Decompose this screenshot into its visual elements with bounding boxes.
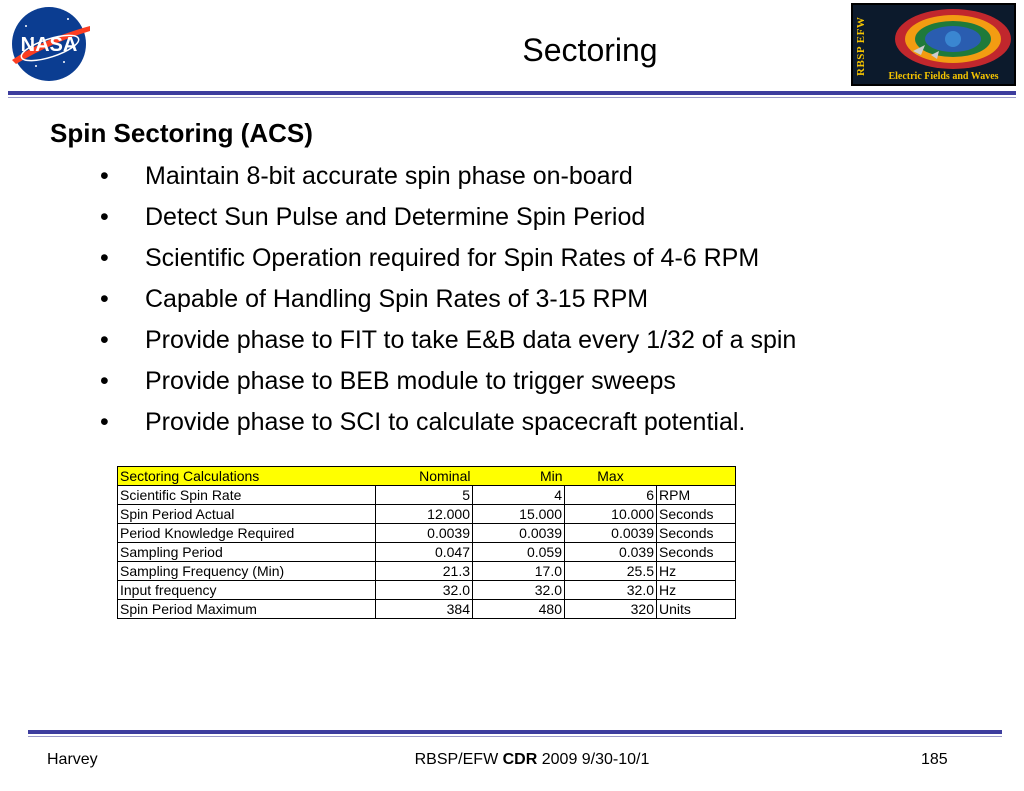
header-divider-thin — [8, 97, 1016, 98]
bullet-marker: • — [100, 244, 109, 272]
footer-divider — [28, 730, 1002, 734]
table-cell: Seconds — [657, 543, 736, 562]
table-cell: 0.0039 — [473, 524, 565, 543]
bullet-marker: • — [100, 203, 109, 231]
section-heading: Spin Sectoring (ACS) — [50, 118, 313, 148]
table-cell: Sampling Frequency (Min) — [118, 562, 376, 581]
table-row — [118, 524, 736, 543]
table-row — [118, 562, 736, 581]
header-divider — [8, 91, 1016, 95]
table-header-cell: Nominal — [376, 467, 473, 486]
table-header-row — [118, 467, 736, 486]
efw-logo-caption: Electric Fields and Waves — [888, 71, 999, 82]
bullet-marker: • — [100, 285, 109, 313]
footer-event — [0, 751, 1024, 769]
table-cell: Hz — [657, 562, 736, 581]
bullet-marker: • — [100, 326, 109, 354]
table-cell: 32.0 — [473, 581, 565, 600]
sectoring-calculations-table — [117, 466, 736, 619]
table-cell: 0.059 — [473, 543, 565, 562]
table-header-cell: Sectoring Calculations — [118, 467, 376, 486]
table-cell: RPM — [657, 486, 736, 505]
table-cell: 5 — [376, 486, 473, 505]
table-cell: 21.3 — [376, 562, 473, 581]
table-header-cell: Min — [473, 467, 565, 486]
table-cell: 0.039 — [565, 543, 657, 562]
table-header-cell — [657, 467, 736, 486]
table-cell: 32.0 — [565, 581, 657, 600]
table-cell: 0.0039 — [376, 524, 473, 543]
footer-author: Harvey — [47, 751, 98, 768]
page-number: 185 — [921, 751, 948, 768]
table-cell: 0.0039 — [565, 524, 657, 543]
table-header-cell: Max — [565, 467, 657, 486]
table-cell: 4 — [473, 486, 565, 505]
table-cell: Sampling Period — [118, 543, 376, 562]
table-cell: Scientific Spin Rate — [118, 486, 376, 505]
efw-logo-vertical-text: RBSP EFW — [855, 16, 867, 76]
bullet-text: Provide phase to BEB module to trigger sweeps — [145, 367, 676, 395]
table-cell: Spin Period Maximum — [118, 600, 376, 619]
bullet-text: Scientific Operation required for Spin Rates of 4-6 RPM — [145, 244, 760, 272]
footer-event-bold: CDR — [502, 751, 538, 768]
bullet-marker: • — [100, 367, 109, 395]
footer-divider-thin — [28, 736, 1002, 737]
table-row — [118, 543, 736, 562]
table-cell: 320 — [565, 600, 657, 619]
table-cell: Seconds — [657, 524, 736, 543]
bullet-text: Capable of Handling Spin Rates of 3-15 RPM — [145, 285, 649, 313]
table-cell: 0.047 — [376, 543, 473, 562]
footer-event-prefix: RBSP/EFW — [414, 751, 503, 768]
footer-event-suffix: 2009 9/30-10/1 — [537, 751, 650, 768]
bullet-text: Maintain 8-bit accurate spin phase on-board — [145, 162, 633, 190]
table-cell: Seconds — [657, 505, 736, 524]
bullet-text: Detect Sun Pulse and Determine Spin Period — [145, 203, 646, 231]
bullet-text: Provide phase to SCI to calculate spacecraft potential. — [145, 408, 746, 436]
table-cell: Period Knowledge Required — [118, 524, 376, 543]
table-cell: 480 — [473, 600, 565, 619]
table-cell: 32.0 — [376, 581, 473, 600]
table-cell: 12.000 — [376, 505, 473, 524]
table-row — [118, 505, 736, 524]
svg-text:NASA: NASA — [20, 34, 78, 56]
table-cell: 17.0 — [473, 562, 565, 581]
table-cell: 384 — [376, 600, 473, 619]
bullet-marker: • — [100, 408, 109, 436]
bullet-marker: • — [100, 162, 109, 190]
table-row — [118, 581, 736, 600]
table-cell: 15.000 — [473, 505, 565, 524]
slide-title: Sectoring — [522, 32, 658, 68]
table-cell: Spin Period Actual — [118, 505, 376, 524]
table-row — [118, 486, 736, 505]
bullet-text: Provide phase to FIT to take E&B data every 1/32 of a spin — [145, 326, 797, 354]
table-cell: 6 — [565, 486, 657, 505]
table-cell: 10.000 — [565, 505, 657, 524]
table-cell: Hz — [657, 581, 736, 600]
table-row — [118, 600, 736, 619]
table-cell: Units — [657, 600, 736, 619]
table-cell: Input frequency — [118, 581, 376, 600]
table-cell: 25.5 — [565, 562, 657, 581]
